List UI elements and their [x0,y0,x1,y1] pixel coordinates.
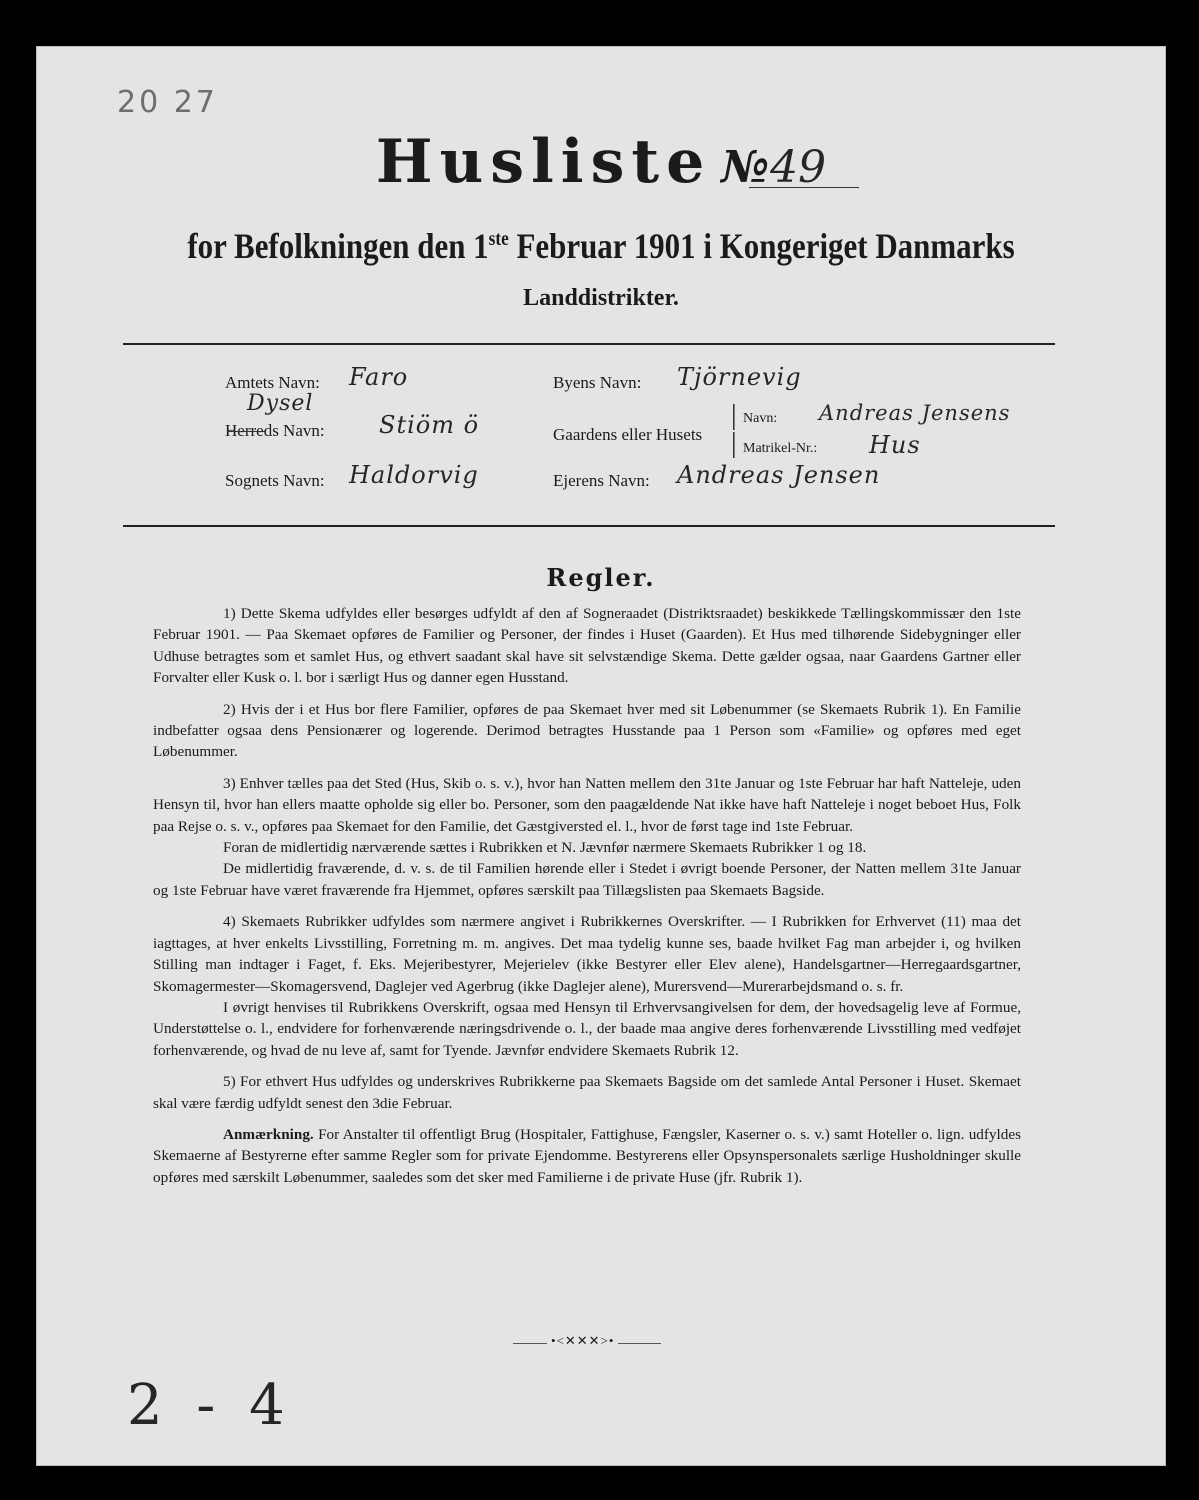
subtitle-pre: for Befolkningen den 1 [187,226,489,266]
by-label: Byens Navn: [553,373,642,392]
title-text: Husliste [375,127,712,197]
top-rule [123,343,1055,345]
handwritten-footer-number: 2 - 4 [127,1373,293,1438]
amt-label: Amtets Navn: [225,373,320,392]
sogn-label: Sognets Navn: [225,471,325,490]
census-form-page [36,46,1166,1466]
bottom-rule [123,525,1055,527]
brace: | | [731,400,737,459]
note-label: Anmærkning. [223,1125,314,1143]
form-title [37,127,1165,197]
archive-number: 20 27 [117,85,218,120]
rule-3b: Foran de midlertidig nærværende sættes i Rubrikken et N. Jævnfør nærmere Skemaets Rubrikker 1 og 18. [223,839,867,857]
herred-correction: Dysel [247,391,314,416]
herred-value: Stiöm ö [379,411,480,439]
annotation-note [153,1124,1021,1188]
rule-2: 2) Hvis der i et Hus bor flere Familier, opføres de paa Skemaet hver med sit Løbenummer (se Skemaets Rubrik 1). En Familie indbefatter ogsaa dens Pensionærer og logerende. Derimod betragtes Husstande paa 1 Person som «Familie» og opføres med eget Løbenummer. [153,700,1021,761]
form-subtitle [116,225,1086,267]
sogn-value: Haldorvig [349,461,479,489]
number-symbol: № [721,142,771,193]
navn-label: Navn: [743,411,778,426]
house-number: 49 [770,142,827,193]
note-text: For Anstalter til offentligt Brug (Hospitaler, Fattighuse, Fængsler, Kaserner o. s. v.) samt Hoteller o. lign. udfyldes Skemaerne af Bestyrerne efter samme Regler som for private Ejendomme. Bestyrerens eller Opsynspersonalets særlige Husholdninger skulle opføres med særskilt Løbenummer, saaledes som det sker med Familierne i de private Huse (jfr. Rubrik 1). [153,1125,1022,1186]
navn-value: Andreas Jensens [819,401,1011,425]
subtitle-sup: ste [488,228,509,250]
number-underline [749,187,859,188]
rule-4b: I øvrigt henvises til Rubrikkens Overskrift, ogsaa med Hensyn til Erhvervsangivelsen for dem, der hovedsagelig leve af Formue, Understøttelse o. l., endvidere for forhenværende næringsdrivende o. l., der baade maa angive deres forhenværende Livsstilling med vedføjet forhenværende, og hvad de nu leve af, samt for Tyende. Jævnfør endvidere Skemaets Rubrik 12. [153,998,1021,1059]
ejer-label: Ejerens Navn: [553,471,650,490]
gaard-label: Gaardens eller Husets [553,425,703,444]
rules-heading: Regler. [546,563,656,592]
rules-body [153,603,1021,1198]
rule-4: 4) Skemaets Rubrikker udfyldes som nærmere angivet i Rubrikkernes Overskrifter. — I Rubrikken for Erhvervet (11) maa det iagttages, at hver enkelts Livsstilling, Forretning m. m. angives. Det maa tydelig kunne ses, baade hvilket Fag man arbejder i, og hvilken Stilling man indtager i Faget, f. Eks. Mejeribestyrer, Mejerielev (ikke Bestyrer eller Elev alene), Handelsgartner—Herregaardsgartner, Skomagermester—Skomagersvend, Daglejer ved Agerbrug (ikke Daglejer alene), Murersvend—Murerarbejdsmand o. s. fr. [153,913,1021,995]
subtitle-post: Februar 1901 i Kongeriget Danmarks [508,226,1015,266]
district-heading: Landdistrikter. [523,285,679,311]
matrikel-value: Hus [869,431,921,459]
ornament-icon: •<✕✕✕>• [547,1333,618,1349]
rule-5: 5) For ethvert Hus udfyldes og underskrives Rubrikkerne paa Skemaets Bagside om det samlede Antal Personer i Huset. Skemaet skal være færdig udfyldt senest den 3die Februar. [153,1073,1021,1112]
ejer-value: Andreas Jensen [677,461,881,489]
matrikel-label: Matrikel-Nr.: [743,441,818,456]
herred-label: Herreds Navn: [225,421,325,440]
rule-1: 1) Dette Skema udfyldes eller besørges udfyldt af den af Sogneraadet (Distriktsraadet) beskikkede Tællingskommissær den 1ste Februar 1901. — Paa Skemaet opføres de Familier og Personer, der findes i Huset (Gaarden). Et Hus med tilhørende Sidebygninger eller Udhuse betragtes som et samlet Hus, og ethvert saadant skal have sit selvstændige Skema. Dette gælder ogsaa, naar Gaardens Gartner eller Forvalter eller Kusk o. l. bor i særligt Hus og danner egen Husstand. [153,605,1021,687]
rule-3c: De midlertidig fraværende, d. v. s. de til Familien hørende eller i Stedet i øvrigt boende Personer, der Natten mellem 31te Januar og 1ste Februar have været fraværende fra Hjemmet, opføres særskilt paa Tillægslisten paa Skemaets Bagside. [153,860,1021,899]
herred-strike [227,431,265,432]
rule-3: 3) Enhver tælles paa det Sted (Hus, Skib o. s. v.), hvor han Natten mellem den 31te Januar og 1ste Februar har haft Natteleje, uden Hensyn til, hvor han ellers maatte opholde sig eller bo. Personer, som den paagældende Nat ikke have haft Natteleje i noget beboet Hus, Folk paa Rejse o. s. v., opføres paa Skemaet for den Familie, det Gæstgiversted el. l., hvor de først tage ind 1ste Februar. [153,774,1021,835]
by-value: Tjörnevig [677,363,802,391]
amt-value: Faro [349,363,409,391]
